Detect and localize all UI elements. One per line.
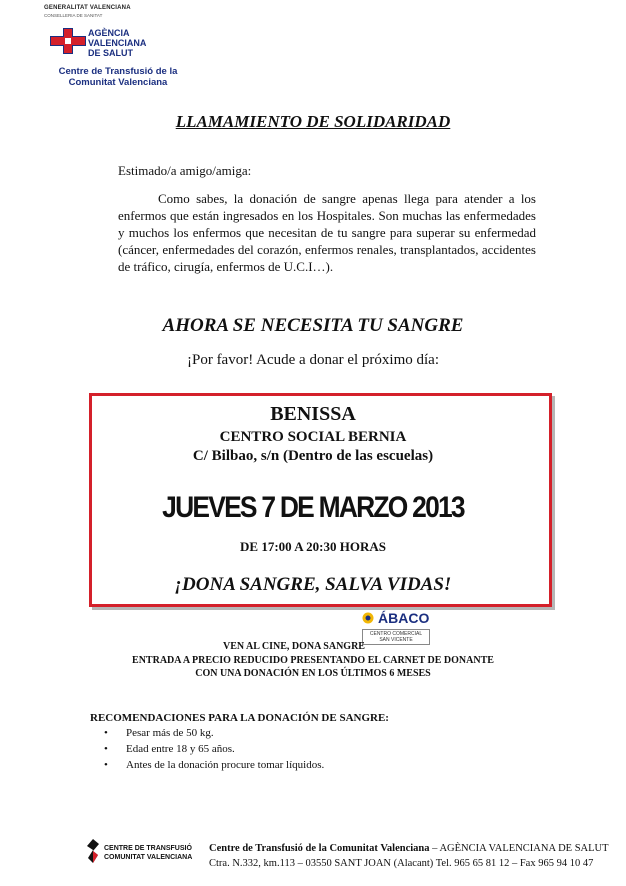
bullet-icon: •	[104, 727, 108, 739]
list-item: • Edad entre 18 y 65 años.	[104, 743, 235, 755]
letter-title: LLAMAMIENTO DE SOLIDARIDAD	[175, 112, 451, 131]
headline: AHORA SE NECESITA TU SANGRE	[162, 315, 464, 336]
generalitat-logo	[44, 5, 131, 19]
footer-address: Ctra. N.332, km.113 – 03550 SANT JOAN (Alacant) Tel. 965 65 81 12 – Fax 965 94 10 47	[209, 858, 594, 869]
agency-name: AGÈNCIA VALENCIANA DE SALUT	[88, 28, 147, 58]
cinema-line-1: VEN AL CINE, DONA SANGRE	[223, 641, 365, 652]
agency-cross-icon	[50, 28, 86, 54]
please-text: ¡Por favor! Acude a donar el próximo día:	[186, 352, 439, 368]
centre-name: Centre de Transfusió de la Comunitat Valenciana	[58, 66, 178, 88]
cinema-line-3: CON UNA DONACIÓN EN LOS ÚLTIMOS 6 MESES	[195, 668, 431, 679]
event-hours: DE 17:00 A 20:30 HORAS	[240, 539, 386, 554]
recommendations-list	[104, 725, 324, 773]
event-address: C/ Bilbao, s/n (Dentro de las escuelas)	[192, 448, 434, 464]
list-item: • Antes de la donación procure tomar líquidos.	[104, 759, 325, 771]
generalitat-name: GENERALITAT VALENCIANA	[44, 5, 131, 11]
list-item: • Pesar más de 50 kg.	[104, 727, 214, 739]
abaco-name: ÁBACO	[378, 610, 430, 626]
abaco-drop-icon	[362, 611, 374, 625]
event-slogan: ¡DONA SANGRE, SALVA VIDAS!	[174, 574, 452, 595]
cinema-line-2: ENTRADA A PRECIO REDUCIDO PRESENTANDO EL CARNET DE DONANTE	[132, 655, 494, 666]
event-city: BENISSA	[270, 403, 356, 425]
footer-emblem-icon	[84, 838, 102, 864]
event-date: JUEVES 7 DE MARZO 2013	[162, 491, 464, 524]
bullet-icon: •	[104, 743, 108, 755]
footer-organization: Centre de Transfusió de la Comunitat Valenciana – AGÈNCIA VALENCIANA DE SALUT	[209, 843, 609, 854]
recommendations-title: RECOMENDACIONES PARA LA DONACIÓN DE SANGRE:	[90, 712, 389, 724]
bullet-icon: •	[104, 759, 108, 771]
generalitat-dept: CONSELLERIA DE SANITAT	[44, 13, 103, 18]
abaco-subtitle: CENTRO COMERCIAL SAN VICENTE	[362, 629, 430, 645]
letter-paragraph: Como sabes, la donación de sangre apenas llega para atender a los enfermos que están ingresados en los Hospitales. Son muchas las enfermedades y muchos los enfermos que necesitan de tu sangre para superar su enfermedad (cáncer, enfermedades del corazón, enfermos renales, transplantados, accidentes de tráfico, cirugía, enfermos de U.C.I…).	[118, 191, 536, 274]
greeting: Estimado/a amigo/amiga:	[118, 163, 252, 178]
abaco-logo	[362, 610, 430, 645]
event-venue: CENTRO SOCIAL BERNIA	[219, 429, 407, 445]
